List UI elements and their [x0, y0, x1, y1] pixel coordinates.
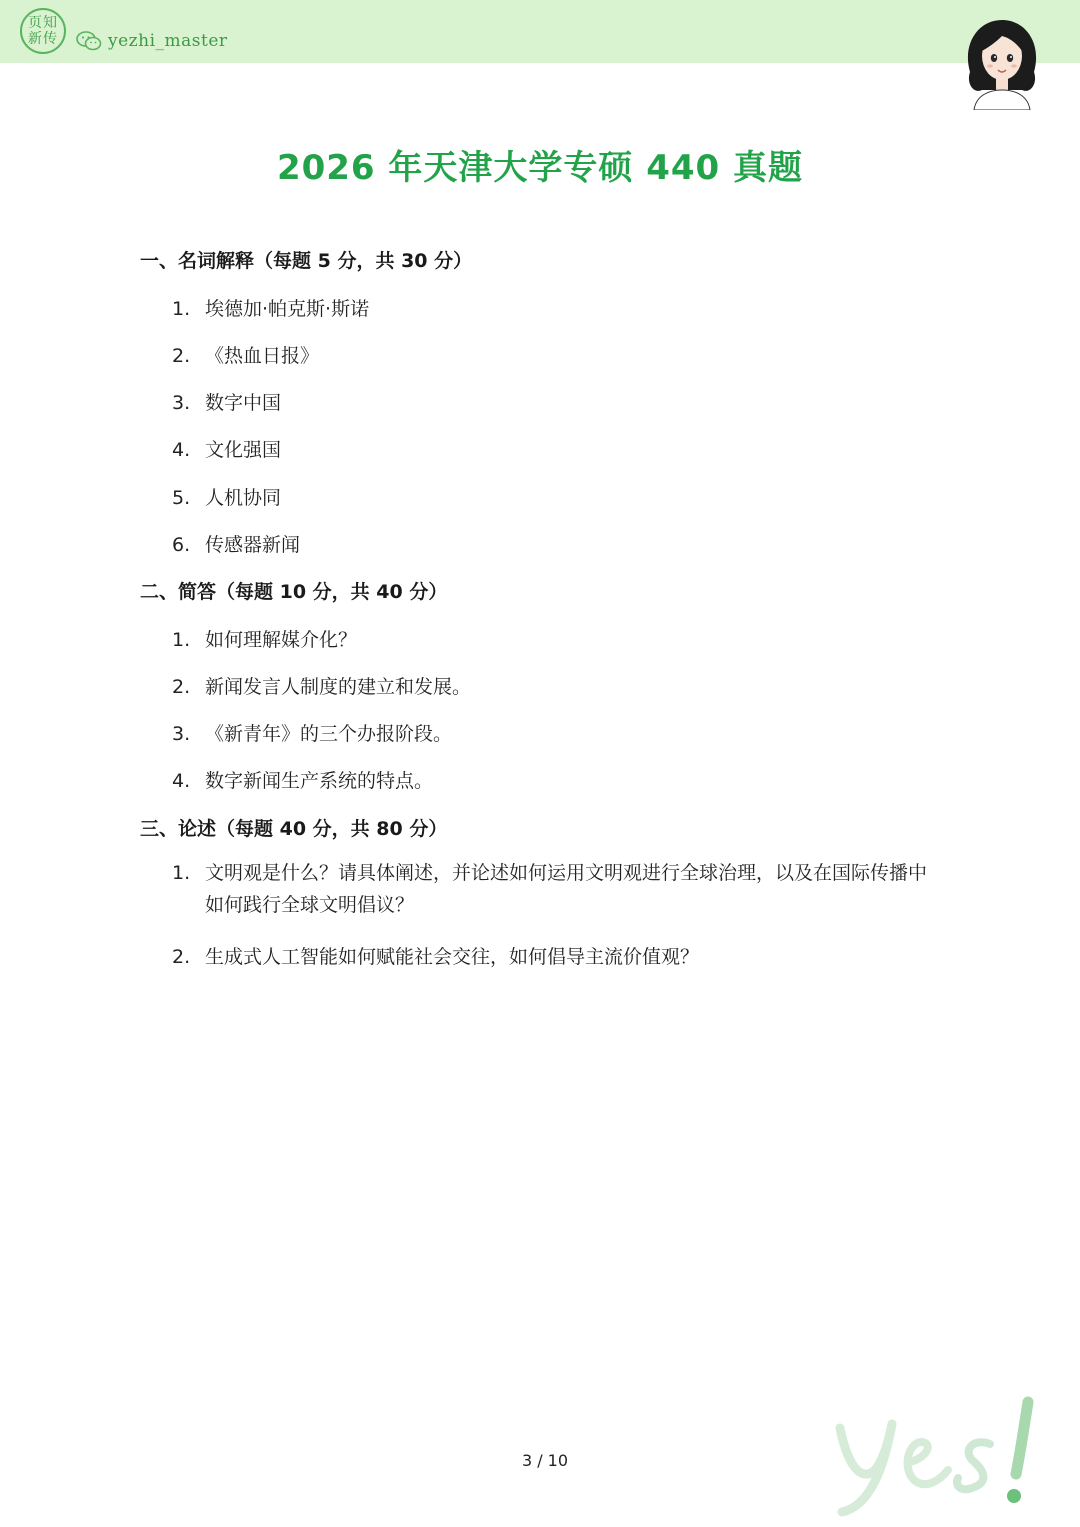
wechat-handle: yezhi_master: [108, 31, 228, 51]
item-number: 1.: [172, 629, 191, 651]
item-text: 文化强国: [205, 439, 282, 461]
list-item: [172, 719, 452, 746]
wechat-icon: [76, 31, 102, 51]
header-band: [0, 0, 1080, 63]
list-item: [172, 388, 281, 415]
item-number: 4.: [172, 770, 191, 792]
list-item: [172, 672, 471, 699]
item-number: 5.: [172, 487, 191, 509]
item-text: 《新青年》的三个办报阶段。: [205, 723, 453, 745]
item-number: 6.: [172, 534, 191, 556]
list-item: [172, 857, 932, 921]
list-item: [172, 483, 281, 510]
section-heading-1: 一、名词解释（每题 5 分，共 30 分）: [140, 250, 473, 272]
item-text: 《热血日报》: [205, 345, 320, 367]
item-text: 数字中国: [205, 392, 282, 414]
avatar-illustration: [960, 14, 1044, 110]
item-number: 3.: [172, 392, 191, 414]
item-text: 传感器新闻: [205, 534, 301, 556]
item-number: 1.: [172, 862, 191, 884]
item-number: 3.: [172, 723, 191, 745]
item-text: 埃德加·帕克斯·斯诺: [205, 298, 370, 320]
logo-line-1: 页知: [28, 15, 58, 31]
list-item: [172, 435, 281, 462]
item-text: 文明观是什么？请具体阐述，并论述如何运用文明观进行全球治理，以及在国际传播中如何践行全球文明倡议？: [205, 862, 928, 916]
list-item: [172, 341, 319, 368]
item-text: 如何理解媒介化？: [205, 629, 358, 651]
logo-seal: [20, 8, 66, 54]
item-number: 4.: [172, 439, 191, 461]
yes-watermark: [822, 1388, 1052, 1518]
page-title: 2026 年天津大学专硕 440 真题: [276, 148, 804, 188]
section-heading-2: 二、简答（每题 10 分，共 40 分）: [140, 581, 448, 603]
list-item: [172, 625, 357, 652]
item-text: 人机协同: [205, 487, 282, 509]
section-heading-3: 三、论述（每题 40 分，共 80 分）: [140, 818, 448, 840]
item-number: 1.: [172, 298, 191, 320]
page-number: 3 / 10: [521, 1451, 569, 1470]
list-item: [172, 294, 369, 321]
item-text: 新闻发言人制度的建立和发展。: [205, 676, 472, 698]
item-text: 生成式人工智能如何赋能社会交往，如何倡导主流价值观？: [205, 946, 700, 968]
item-text: 数字新闻生产系统的特点。: [205, 770, 434, 792]
list-item: [172, 942, 699, 969]
item-number: 2.: [172, 946, 191, 968]
logo-line-2: 新传: [28, 31, 58, 47]
item-number: 2.: [172, 345, 191, 367]
list-item: [172, 530, 300, 557]
item-number: 2.: [172, 676, 191, 698]
list-item: [172, 766, 433, 793]
